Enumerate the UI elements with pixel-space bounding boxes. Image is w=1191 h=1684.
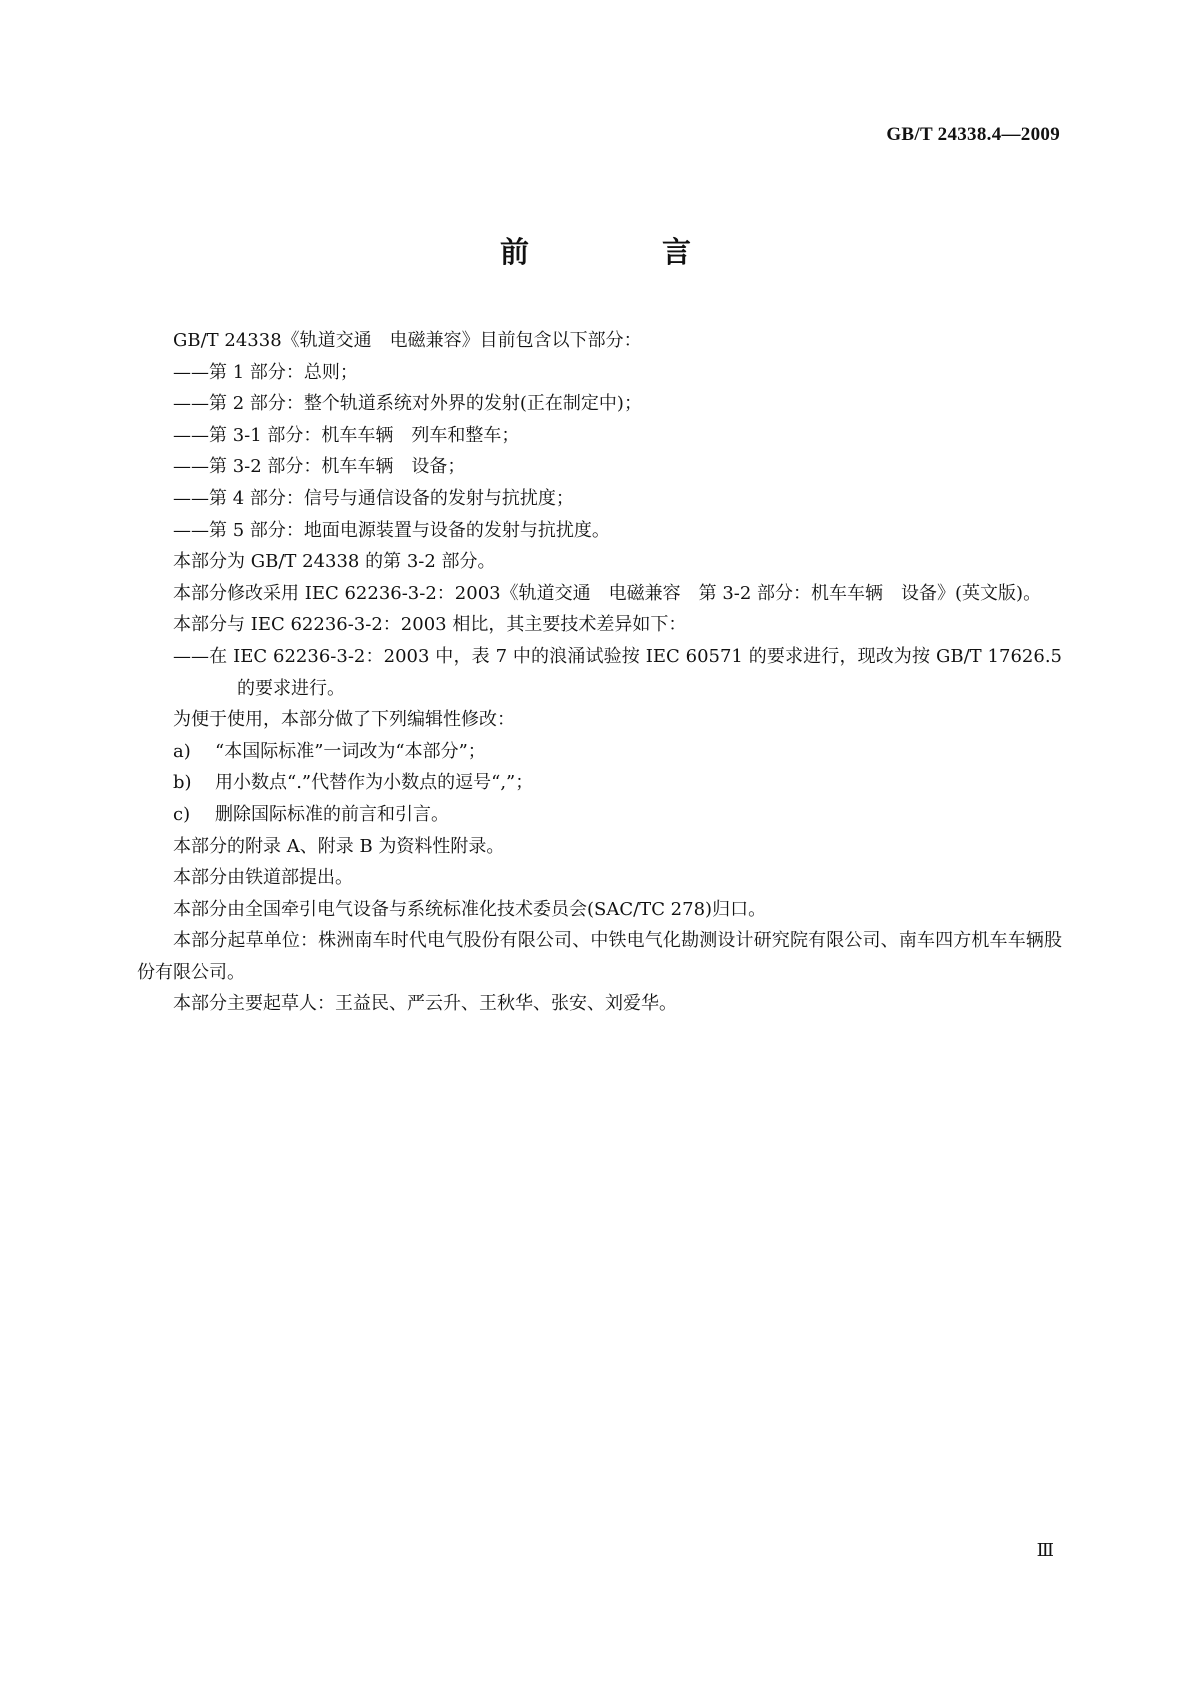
part-item: ——第 4 部分：信号与通信设备的发射与抗扰度； <box>173 487 574 509</box>
part-item: ——第 5 部分：地面电源装置与设备的发射与抗扰度。 <box>173 519 610 541</box>
editorial-item <box>137 767 1062 799</box>
foreword-body <box>137 325 1062 1020</box>
drafting-units-paragraph: 本部分起草单位：株洲南车时代电气股份有限公司、中铁电气化勘测设计研究院有限公司、南车四方机车车辆股份有限公司。 <box>137 930 1062 983</box>
drafters-paragraph: 本部分主要起草人：王益民、严云升、王秋华、张安、刘爱华。 <box>173 993 677 1015</box>
difference-item: ——在 IEC 62236-3-2：2003 中，表 7 中的浪涌试验按 IEC 60571 的要求进行，现改为按 GB/T 17626.5的要求进行。 <box>173 645 1062 699</box>
page-number: Ⅲ <box>1036 1540 1054 1560</box>
annex-paragraph: 本部分的附录 A、附录 B 为资料性附录。 <box>173 835 505 857</box>
editorial-item-text: “本国际标准”一词改为“本部分”； <box>215 740 486 762</box>
part-of-paragraph: 本部分为 GB/T 24338 的第 3-2 部分。 <box>173 551 496 573</box>
editorial-item <box>137 799 1062 831</box>
part-item: ——第 2 部分：整个轨道系统对外界的发射(正在制定中)； <box>173 393 642 415</box>
standard-number: GB/T 24338.4—2009 <box>886 124 1060 145</box>
part-item: ——第 1 部分：总则； <box>173 361 358 383</box>
difference-intro-paragraph: 本部分与 IEC 62236-3-2：2003 相比，其主要技术差异如下： <box>173 614 687 636</box>
editorial-item-label: c) <box>173 803 191 825</box>
adoption-paragraph: 本部分修改采用 IEC 62236-3-2：2003《轨道交通 电磁兼容 第 3-2 部分：机车车辆 设备》(英文版)。 <box>173 582 1042 604</box>
intro-paragraph: GB/T 24338《轨道交通 电磁兼容》目前包含以下部分： <box>173 330 642 351</box>
editorial-item-text: 用小数点“.”代替作为小数点的逗号“,”； <box>215 772 534 794</box>
part-item: ——第 3-1 部分：机车车辆 列车和整车； <box>173 424 520 446</box>
proposer-paragraph: 本部分由铁道部提出。 <box>173 867 353 889</box>
page-title: 前 言 <box>499 235 743 269</box>
editorial-intro-paragraph: 为便于使用，本部分做了下列编辑性修改： <box>173 709 515 731</box>
editorial-item <box>137 736 1062 768</box>
editorial-item-text: 删除国际标准的前言和引言。 <box>215 803 449 825</box>
editorial-item-label: a) <box>173 740 191 762</box>
editorial-item-label: b) <box>173 772 192 794</box>
technical-committee-paragraph: 本部分由全国牵引电气设备与系统标准化技术委员会(SAC/TC 278)归口。 <box>173 898 767 920</box>
part-item: ——第 3-2 部分：机车车辆 设备； <box>173 456 466 478</box>
